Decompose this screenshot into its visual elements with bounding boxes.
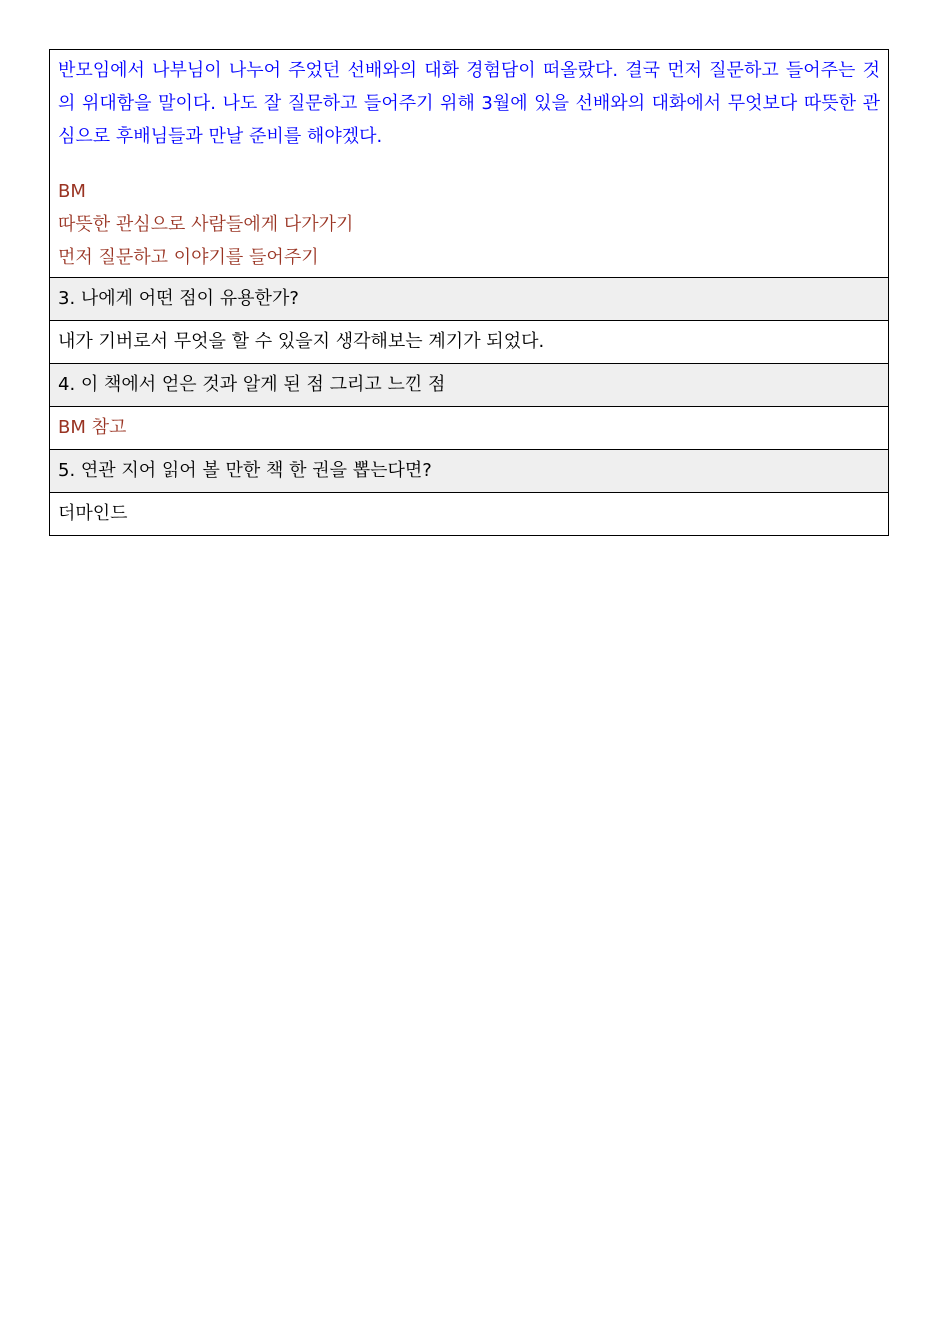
question-row-learned: 4. 이 책에서 얻은 것과 알게 된 점 그리고 느낀 점 <box>50 363 888 406</box>
bm-title: BM <box>58 181 86 202</box>
question-row-related-book: 5. 연관 지어 읽어 볼 만한 책 한 권을 뽑는다면? <box>50 449 888 492</box>
answer-row-learned: BM 참고 <box>50 406 888 449</box>
bm-item: 따뜻한 관심으로 사람들에게 다가가기 <box>58 214 354 235</box>
answer-row-useful: 내가 기버로서 무엇을 할 수 있을지 생각해보는 계기가 되었다. <box>50 320 888 363</box>
question-row-useful: 3. 나에게 어떤 점이 유용한가? <box>50 277 888 320</box>
reflection-paragraph: 반모임에서 나부님이 나누어 주었던 선배와의 대화 경험담이 떠올랐다. 결국 먼저 질문하고 들어주는 것의 위대함을 말이다. 나도 잘 질문하고 들어주기 위해 3월에 있을 선배와의 대화에서 무엇보다 따뜻한 관심으로 후배님들과 만날 준비를 해야겠다. <box>58 60 880 147</box>
answer-row-related-book: 더마인드 <box>50 492 888 535</box>
book-review-table <box>49 49 889 536</box>
spacer <box>58 153 880 175</box>
bm-item: 먼저 질문하고 이야기를 들어주기 <box>58 247 319 268</box>
reflection-cell <box>50 50 888 277</box>
